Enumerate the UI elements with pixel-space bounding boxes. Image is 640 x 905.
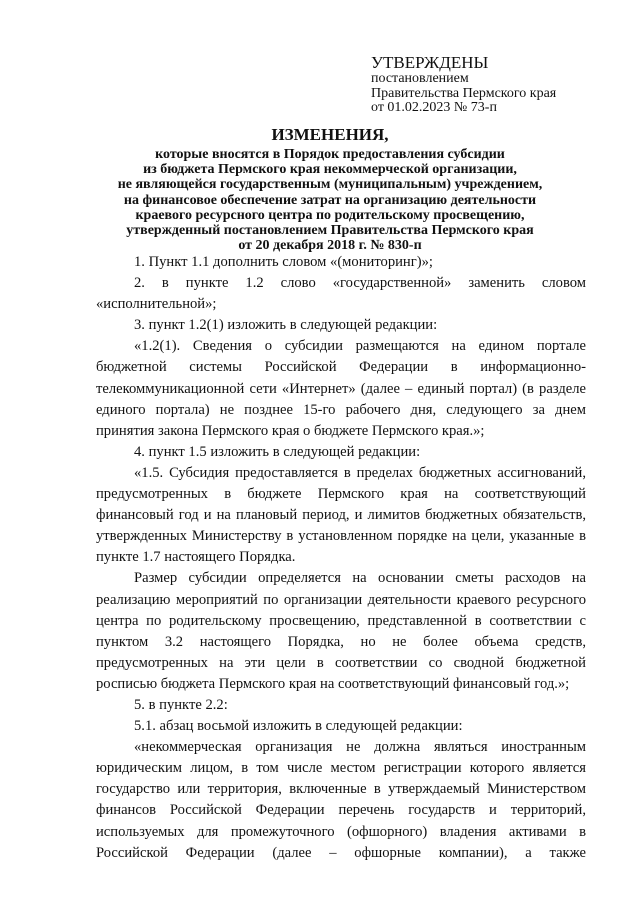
paragraph: 1. Пункт 1.1 дополнить словом «(мониторинг)»; <box>134 254 433 270</box>
paragraph: Размер субсидии определяется на основании сметы расходов на реализацию мероприятий по организации деятельности краевого ресурсного центра по родительскому просвещению, представленной в соответствии с пунктом 3.2 настоящего Порядка, но не более объема средств, предусмотренных на эти цели в соответствии со сводной бюджетной росписью бюджета Пермского края на соответствующий финансовый год.»; <box>96 570 586 692</box>
heading-line: на финансовое обеспечение затрат на организацию деятельности <box>123 192 537 208</box>
heading-line: утвержденный постановлением Правительства Пермского края <box>126 223 534 239</box>
heading-line: краевого ресурсного центра по родительскому просвещению, <box>135 207 525 223</box>
document-heading <box>90 124 570 253</box>
approval-line-3: от 01.02.2023 № 73-п <box>371 100 497 115</box>
approval-stamp <box>371 54 556 116</box>
paragraph: 3. пункт 1.2(1) изложить в следующей редакции: <box>134 317 438 334</box>
paragraph: «1.2(1). Сведения о субсидии размещаются на едином портале бюджетной системы Российской Федерации в информационно-телекоммуникационной сети «Интернет» (далее – единый портал) (в разделе единого портала) не позднее 15-го рабочего дня, следующего за днем принятия закона Пермского края о бюджете Пермского края.»; <box>96 338 586 439</box>
approval-title: УТВЕРЖДЕНЫ <box>371 53 489 72</box>
paragraph: «1.5. Субсидия предоставляется в пределах бюджетных ассигнований, предусмотренных в бюджете Пермского края на соответствующий финансовый год и на плановый период, и лимитов бюджетных обязательств, утвержденных Министерству в установленном порядке на цели, указанные в пункте 1.7 настоящего Порядка. <box>96 464 586 566</box>
paragraph: 4. пункт 1.5 изложить в следующей редакции: <box>134 443 421 460</box>
heading-line: не являющейся государственным (муниципальным) учреждением, <box>117 177 543 193</box>
paragraph: «некоммерческая организация не должна являться иностранным юридическим лицом, в том числе местом регистрации которого является государство или территория, включенные в утверждаемый Министерством финансов Российской Федерации перечень государств и территорий, используемых для промежуточного (офшорного) владения активами в Российской Федерации (далее – офшорные компании), а также <box>96 739 586 861</box>
paragraph: 5. в пункте 2.2: <box>134 696 228 713</box>
paragraph: 5.1. абзац восьмой изложить в следующей редакции: <box>134 718 463 735</box>
heading-line: от 20 декабря 2018 г. № 830-п <box>238 238 422 254</box>
heading-line: из бюджета Пермского края некоммерческой организации, <box>143 162 517 178</box>
heading-title: ИЗМЕНЕНИЯ, <box>271 125 389 144</box>
approval-line-1: постановлением <box>371 71 469 86</box>
document-body <box>96 252 586 864</box>
paragraph: 2. в пункте 1.2 слово «государственной» заменить словом «исполнительной»; <box>96 275 586 313</box>
approval-line-2: Правительства Пермского края <box>371 85 557 101</box>
heading-line: которые вносятся в Порядок предоставления субсидии <box>155 147 505 162</box>
